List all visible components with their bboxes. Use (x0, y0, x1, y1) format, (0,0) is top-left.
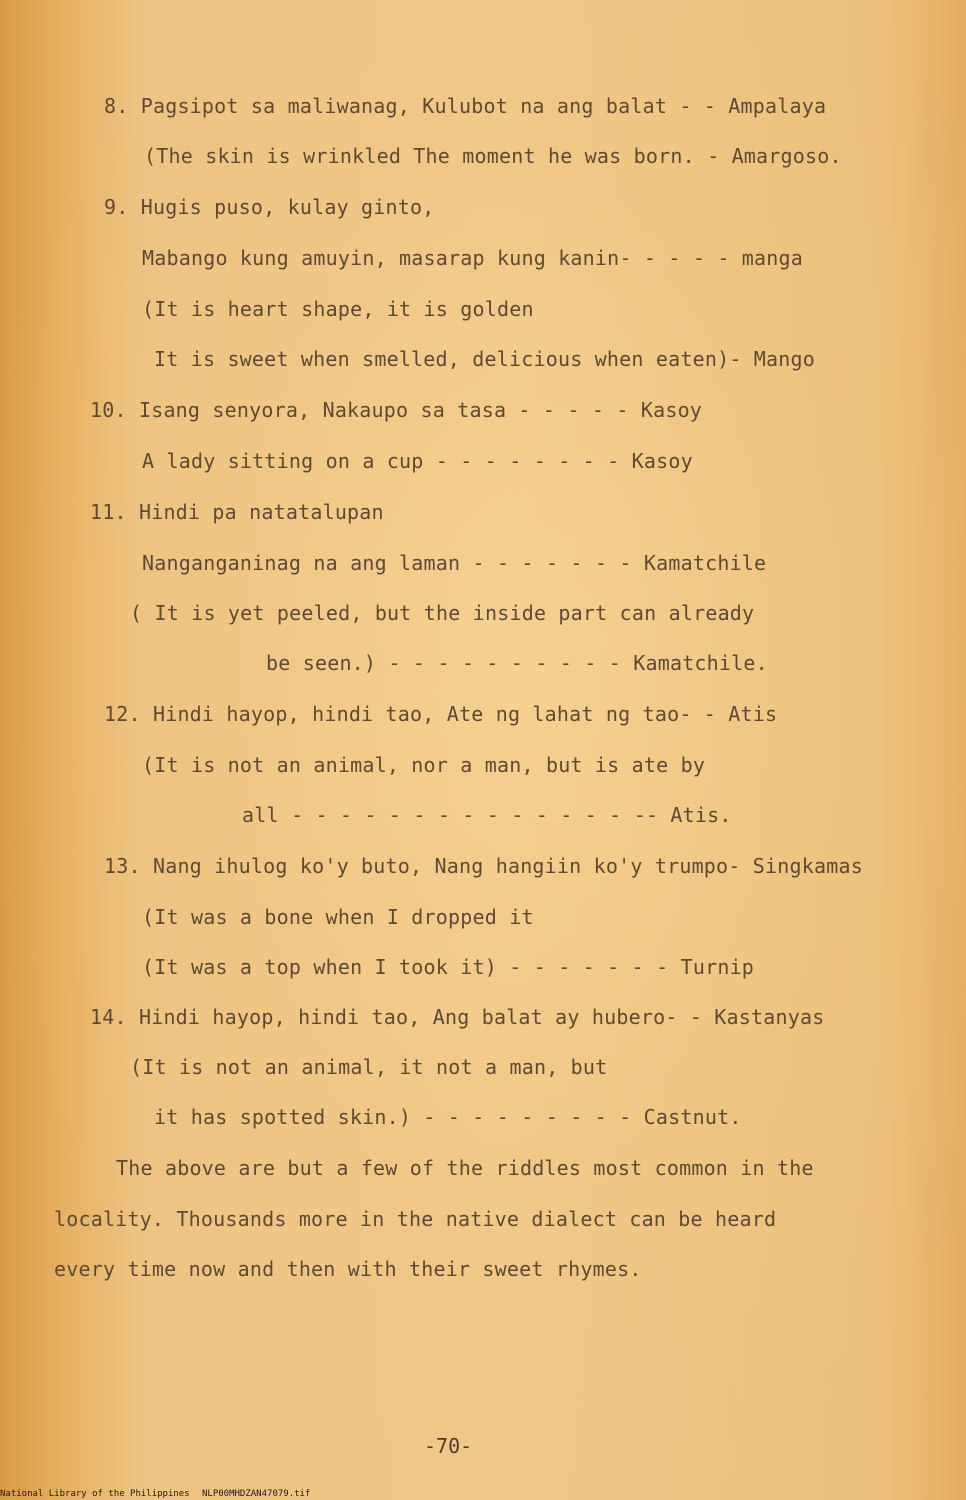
scan-footer (0, 1452, 311, 1500)
text-line: it has spotted skin.) - - - - - - - - - Castnut. (154, 1105, 742, 1129)
text-line: 8. Pagsipot sa maliwanag, Kulubot na ang balat - - Ampalaya (104, 94, 827, 118)
text-line: locality. Thousands more in the native dialect can be heard (54, 1207, 777, 1231)
text-line: It is sweet when smelled, delicious when eaten)- Mango (154, 347, 816, 371)
text-line: A lady sitting on a cup - - - - - - - - Kasoy (142, 449, 693, 473)
text-line: 10. Isang senyora, Nakaupo sa tasa - - - - - Kasoy (90, 398, 703, 422)
text-line: be seen.) - - - - - - - - - - Kamatchile. (266, 651, 768, 675)
text-line: (It is not an animal, nor a man, but is ate by (142, 753, 706, 777)
text-line: 14. Hindi hayop, hindi tao, Ang balat ay hubero- - Kastanyas (90, 1005, 825, 1029)
text-line: all - - - - - - - - - - - - - - -- Atis. (242, 803, 732, 827)
text-line: (It is heart shape, it is golden (142, 297, 534, 321)
text-line: 12. Hindi hayop, hindi tao, Ate ng lahat ng tao- - Atis (104, 702, 778, 726)
page-number: -70- (424, 1434, 473, 1458)
text-line: Mabango kung amuyin, masarap kung kanin- - - - - manga (142, 246, 804, 270)
text-line: (It was a top when I took it) - - - - - - - Turnip (142, 955, 755, 979)
text-line: (The skin is wrinkled The moment he was born. - Amargoso. (144, 144, 842, 168)
footer-filename: NLP00MHDZAN47079.tif (202, 1489, 311, 1499)
text-line: (It was a bone when I dropped it (142, 905, 534, 929)
text-line: ( It is yet peeled, but the inside part can already (130, 601, 755, 625)
text-line: 11. Hindi pa natatalupan (90, 500, 384, 524)
footer-library: National Library of the Philippines (0, 1489, 190, 1499)
text-line: 13. Nang ihulog ko'y buto, Nang hangiin ko'y trumpo- Singkamas (104, 854, 863, 878)
text-line: The above are but a few of the riddles most common in the (116, 1156, 814, 1180)
text-line: 9. Hugis puso, kulay ginto, (104, 195, 435, 219)
text-line: every time now and then with their sweet rhymes. (54, 1257, 642, 1281)
text-line: (It is not an animal, it not a man, but (130, 1055, 608, 1079)
text-line: Nanganganinag na ang laman - - - - - - - Kamatchile (142, 551, 767, 575)
